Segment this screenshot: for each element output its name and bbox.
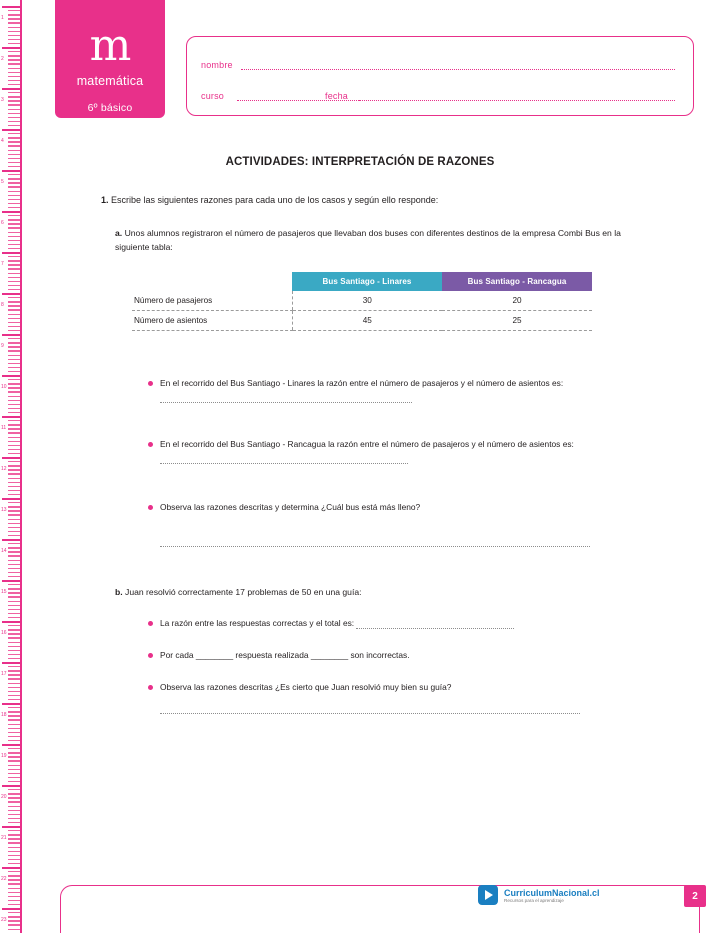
table-header-row [132, 272, 592, 291]
table-row-label-pasajeros: Número de pasajeros [132, 291, 292, 311]
table-cell-pasajeros-linares: 30 [292, 291, 442, 311]
bullet-b-2-text: Por cada ________ respuesta realizada ________ son incorrectas. [160, 650, 410, 660]
bullet-b-2 [160, 649, 595, 663]
bullet-dot-icon [148, 505, 153, 510]
bullet-a-3-answer-line[interactable] [160, 546, 590, 547]
question-1a [115, 227, 625, 255]
bullet-dot-icon [148, 442, 153, 447]
bullet-b-1 [160, 617, 595, 631]
logo-letter: m [89, 20, 131, 71]
play-icon [478, 885, 498, 905]
bullet-a-1-answer-line[interactable] [160, 402, 412, 403]
bullet-a-1-text: En el recorrido del Bus Santiago - Linares la razón entre el número de pasajeros y el número de asientos es: [160, 378, 564, 388]
bullet-a-1 [160, 377, 595, 405]
bullet-a-2 [160, 438, 595, 466]
bullet-dot-icon [148, 685, 153, 690]
bullet-dot-icon [148, 621, 153, 626]
table-cell-pasajeros-rancagua: 20 [442, 291, 592, 311]
ruler-decoration: 1 2 3 4 5 6 7 8 9 10 11 12 13 14 15 16 17 18 19 20 21 22 23 [0, 0, 30, 933]
question-1a-label: a. [115, 228, 123, 238]
table-header-blank [132, 272, 292, 291]
question-1-text: Escribe las siguientes razones para cada uno de los casos y según ello responde: [111, 195, 439, 205]
page-number-badge: 2 [684, 885, 706, 907]
question-1b-label: b. [115, 587, 123, 597]
table-row-label-asientos: Número de asientos [132, 311, 292, 331]
bullet-b-1-answer-line[interactable] [356, 628, 514, 629]
bullet-a-2-text: En el recorrido del Bus Santiago - Rancagua la razón entre el número de pasajeros y el número de asientos es: [160, 439, 574, 449]
logo-subject: matemática [76, 74, 144, 88]
question-1b [115, 586, 625, 600]
bullet-a-3 [160, 501, 595, 515]
bullet-b-3 [160, 681, 595, 695]
logo-level: 6º básico [87, 102, 133, 114]
name-input-line[interactable] [241, 69, 675, 70]
table-cell-asientos-linares: 45 [292, 311, 442, 331]
bullet-dot-icon [148, 653, 153, 658]
bullet-a-2-answer-line[interactable] [160, 463, 408, 464]
table-header-linares: Bus Santiago - Linares [292, 272, 442, 291]
bullet-b-3-text: Observa las razones descritas ¿Es cierto que Juan resolvió muy bien su guía? [160, 682, 452, 692]
subject-logo-block [55, 0, 165, 118]
footer-logo[interactable] [478, 885, 600, 905]
bullet-a-3-text: Observa las razones descritas y determina ¿Cuál bus está más lleno? [160, 502, 421, 512]
page-title: ACTIVIDADES: INTERPRETACIÓN DE RAZONES [225, 156, 495, 168]
table-row [132, 311, 592, 331]
footer-tagline: Recursos para el aprendizaje [504, 897, 564, 903]
table-cell-asientos-rancagua: 25 [442, 311, 592, 331]
bullet-b-3-answer-line[interactable] [160, 713, 580, 714]
question-1b-text: Juan resolvió correctamente 17 problemas de 50 en una guía: [125, 587, 362, 597]
bullet-b-1-text: La razón entre las respuestas correctas y el total es: [160, 618, 355, 628]
name-label: nombre [201, 60, 233, 70]
passenger-table [132, 272, 592, 331]
table-row [132, 291, 592, 311]
question-1a-text: Unos alumnos registraron el número de pasajeros que llevaban dos buses con diferentes destinos de la empresa Combi Bus en la siguiente tabla: [115, 228, 621, 252]
course-label: curso [201, 91, 225, 101]
table-header-rancagua: Bus Santiago - Rancagua [442, 272, 592, 291]
footer-brand: CurriculumNacional.cl [504, 887, 600, 898]
footer-frame [60, 885, 700, 933]
question-1 [101, 194, 661, 208]
student-info-box [186, 36, 694, 116]
ruler-line [20, 0, 22, 933]
date-input-line[interactable] [359, 100, 675, 101]
bullet-dot-icon [148, 381, 153, 386]
date-label: fecha [325, 91, 349, 101]
question-1-number: 1. [101, 195, 109, 205]
